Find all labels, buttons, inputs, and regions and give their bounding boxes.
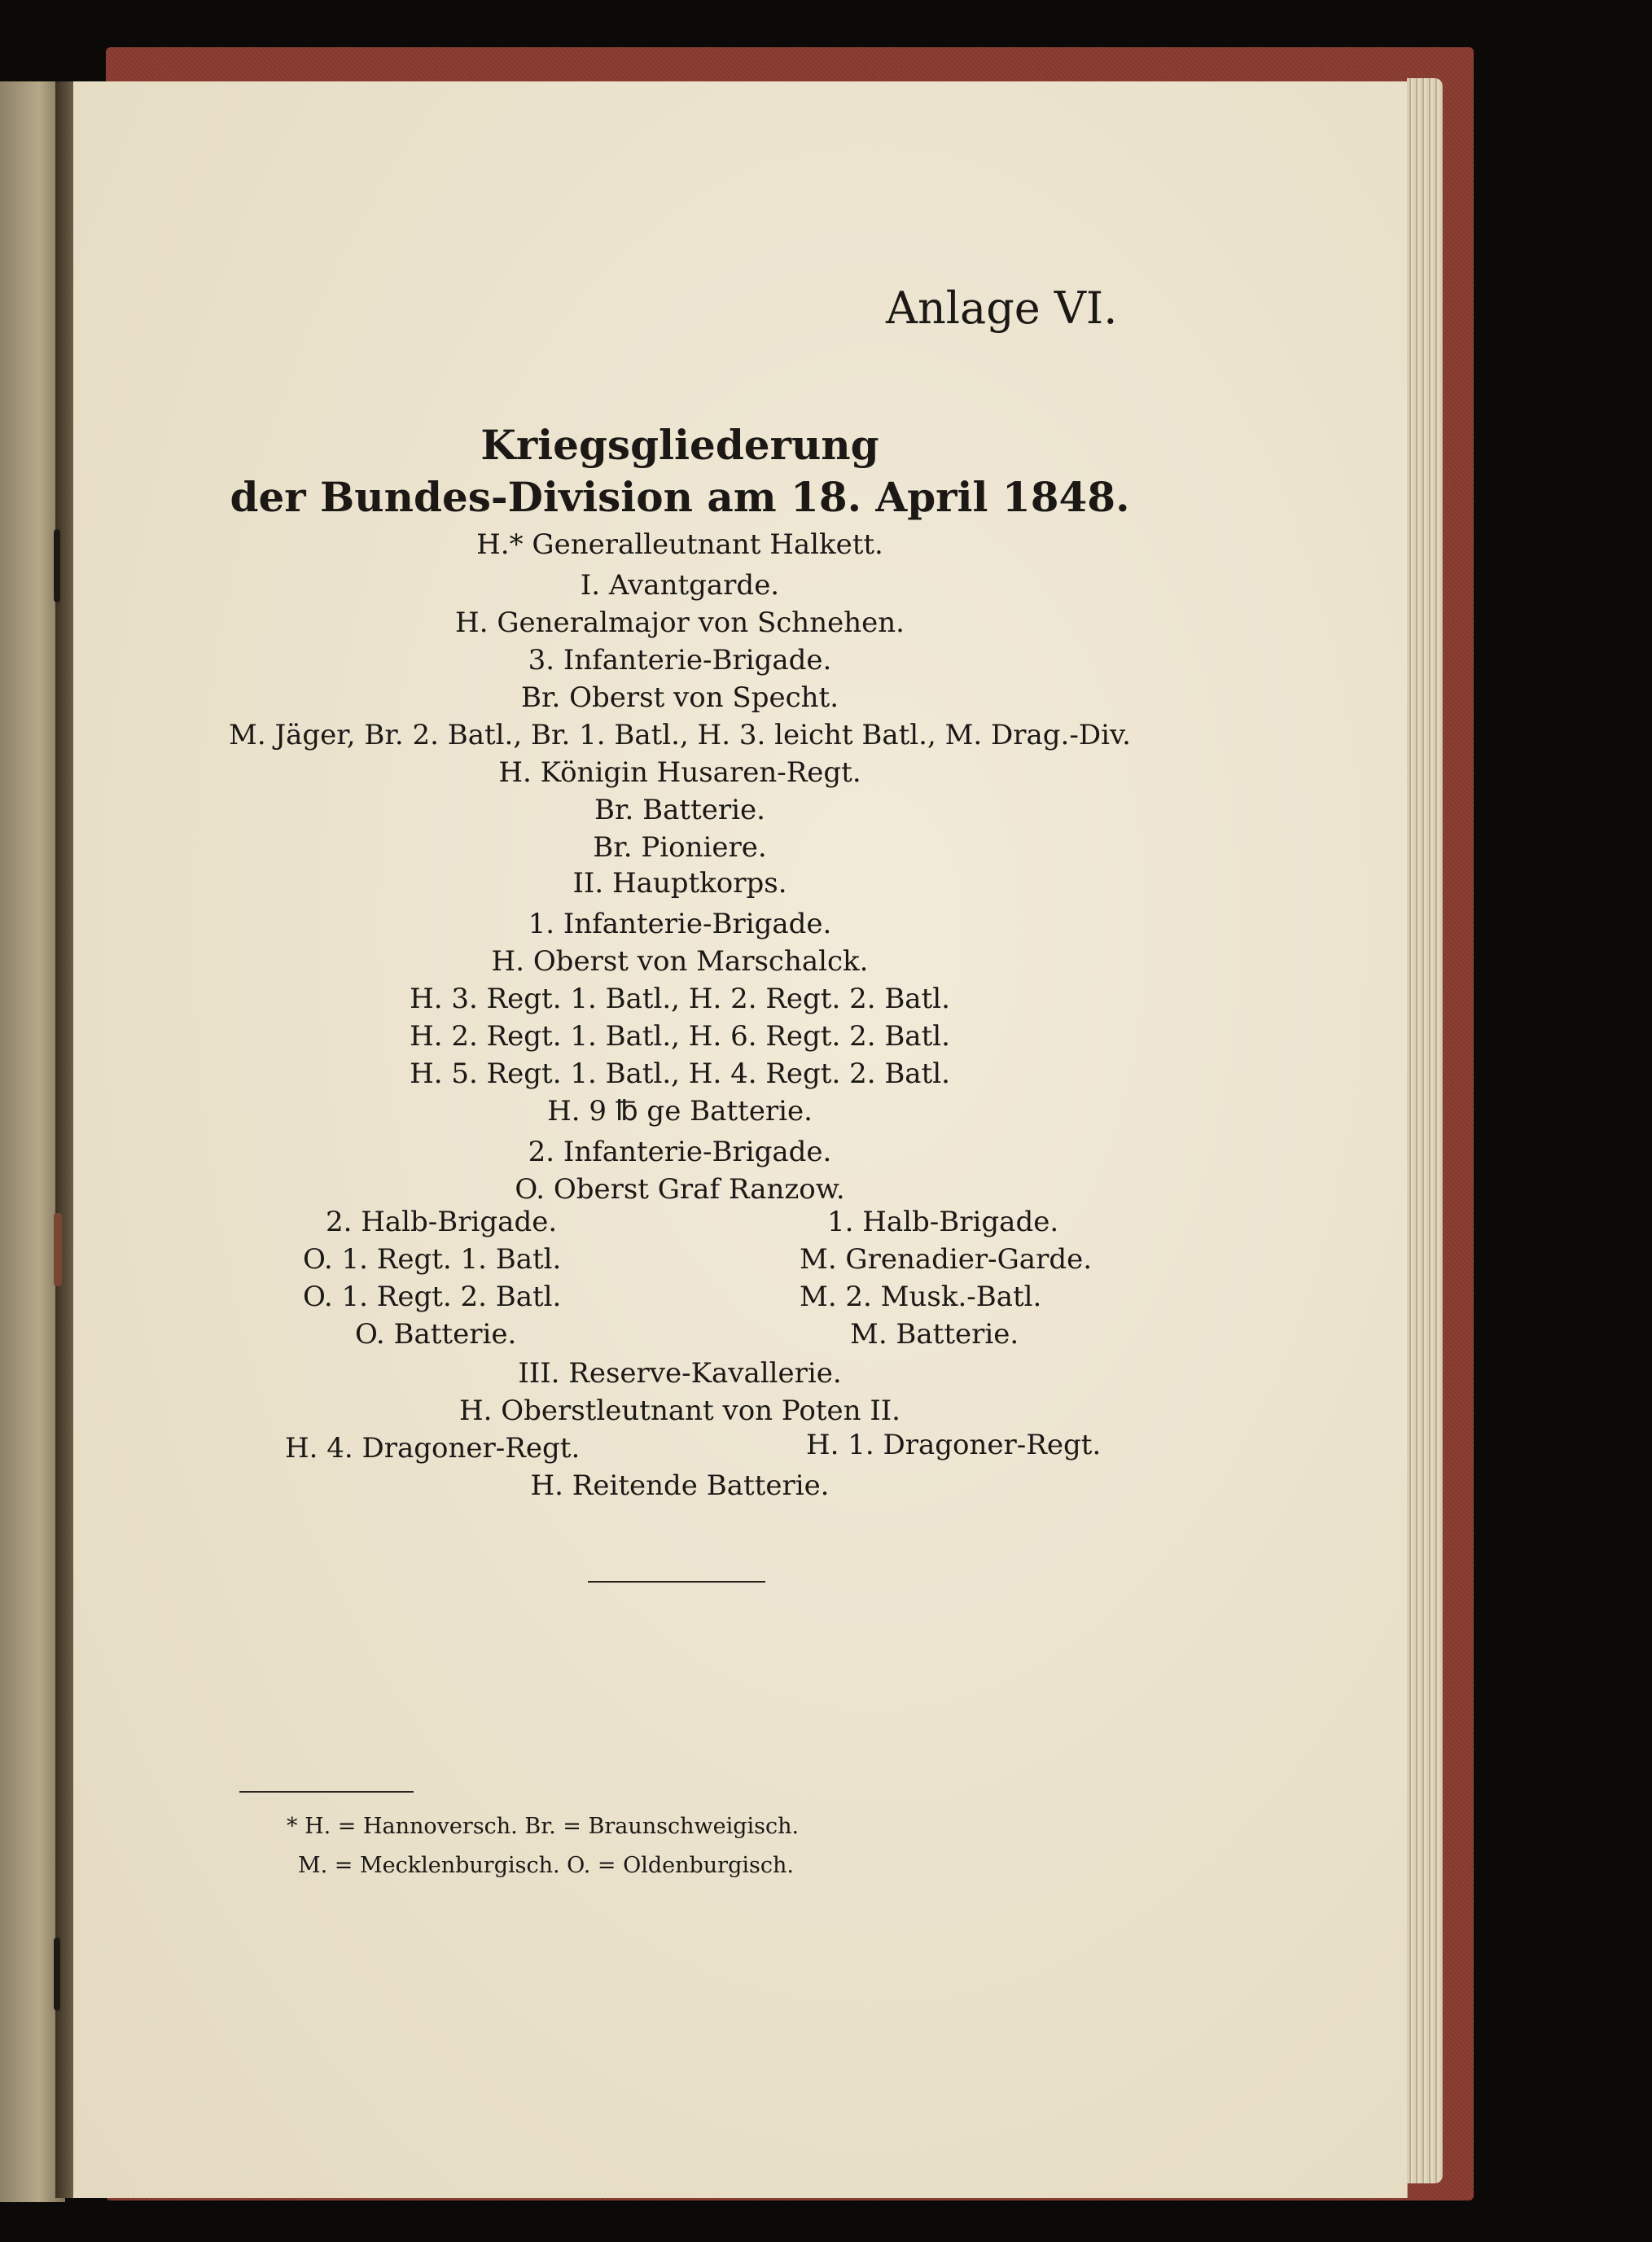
avantgarde-commander: H. Generalmajor von Schnehen.: [455, 606, 905, 639]
reserve-heading: III. Reserve-Kavallerie.: [518, 1357, 842, 1390]
avantgarde-brigade-commander: Br. Oberst von Specht.: [520, 681, 839, 714]
avantgarde-battery: Br. Batterie.: [594, 794, 765, 826]
avantgarde-pioneers: Br. Pioniere.: [593, 831, 767, 864]
brigade2-left-line: O. Batterie.: [355, 1318, 517, 1351]
annex-label: Anlage VI.: [886, 282, 1118, 334]
brigade1-battery: H. 9 ℔ ge Batterie.: [547, 1095, 813, 1128]
footnote-line: M. = Mecklenburgisch. O. = Oldenburgisch.: [298, 1853, 794, 1878]
avantgarde-heading: I. Avantgarde.: [580, 569, 780, 602]
brigade1-commander: H. Oberst von Marschalck.: [491, 945, 869, 978]
page-edges: [1407, 78, 1443, 2183]
reserve-battery: H. Reitende Batterie.: [530, 1469, 830, 1502]
page-subtitle: der Bundes-Division am 18. April 1848.: [230, 473, 1130, 521]
page-title: Kriegsgliederung: [480, 421, 879, 469]
brigade2-right-line: M. Grenadier-Garde.: [800, 1243, 1093, 1276]
brigade2-right-line: 1. Halb-Brigade.: [827, 1206, 1059, 1238]
brigade1-line: H. 2. Regt. 1. Batl., H. 6. Regt. 2. Batl.: [410, 1020, 950, 1053]
brigade1-title: 1. Infanterie-Brigade.: [528, 908, 832, 940]
avantgarde-brigade: 3. Infanterie-Brigade.: [528, 644, 832, 677]
brigade2-right-line: M. Batterie.: [850, 1318, 1019, 1351]
binding-stitch: [54, 1213, 62, 1286]
avantgarde-hussars: H. Königin Husaren-Regt.: [498, 756, 861, 789]
footnote-line: * H. = Hannoversch. Br. = Braunschweigisch.: [287, 1814, 800, 1839]
division-commander: H.* Generalleutnant Halkett.: [476, 528, 883, 561]
hauptkorps-heading: II. Hauptkorps.: [572, 867, 787, 900]
gutter: [55, 81, 73, 2198]
section-divider: [588, 1581, 765, 1583]
footnote-rule: [239, 1791, 414, 1793]
brigade1-line: H. 3. Regt. 1. Batl., H. 2. Regt. 2. Batl.: [410, 983, 950, 1015]
brigade2-left-line: O. 1. Regt. 1. Batl.: [303, 1243, 562, 1276]
reserve-left: H. 4. Dragoner-Regt.: [285, 1432, 581, 1465]
brigade2-commander: O. Oberst Graf Ranzow.: [515, 1173, 845, 1206]
brigade2-left-line: O. 1. Regt. 2. Batl.: [303, 1281, 562, 1313]
binding-stitch: [54, 1938, 60, 2011]
reserve-right: H. 1. Dragoner-Regt.: [806, 1429, 1102, 1461]
binding-stitch: [54, 529, 60, 602]
brigade2-right-line: M. 2. Musk.-Batl.: [800, 1281, 1042, 1313]
brigade2-left-line: 2. Halb-Brigade.: [326, 1206, 558, 1238]
brigade2-title: 2. Infanterie-Brigade.: [528, 1136, 832, 1168]
reserve-commander: H. Oberstleutnant von Poten II.: [459, 1395, 900, 1427]
avantgarde-units: M. Jäger, Br. 2. Batl., Br. 1. Batl., H. 3. leicht Batl., M. Drag.-Div.: [229, 719, 1131, 751]
brigade1-line: H. 5. Regt. 1. Batl., H. 4. Regt. 2. Batl.: [410, 1058, 950, 1090]
